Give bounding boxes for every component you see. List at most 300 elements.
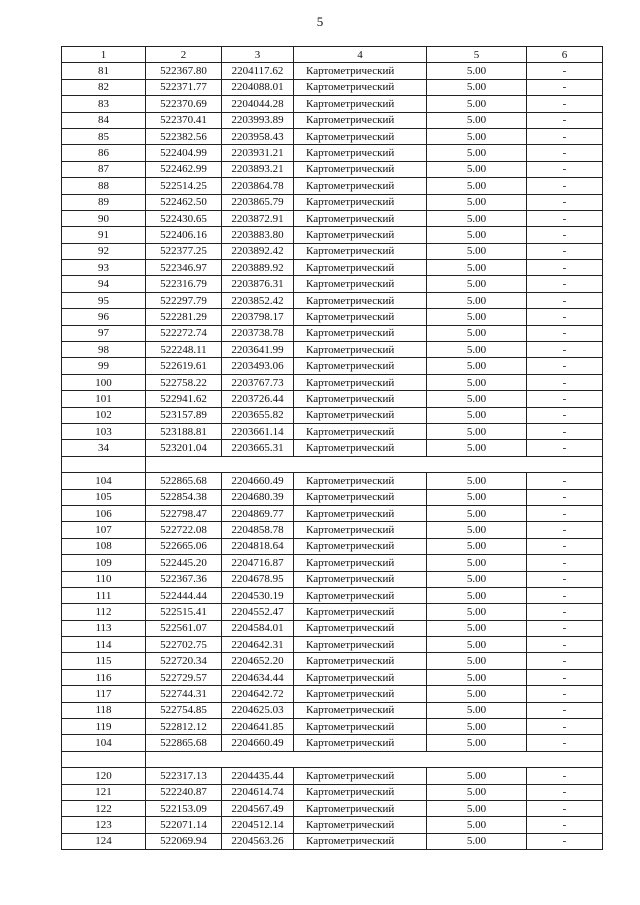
y-coordinate-cell: 2204625.03 bbox=[222, 702, 294, 718]
y-coordinate-cell: 2203798.17 bbox=[222, 309, 294, 325]
table-row bbox=[62, 79, 603, 95]
accuracy-cell: 5.00 bbox=[427, 194, 527, 210]
table-row bbox=[62, 96, 603, 112]
method-cell: Картометрический bbox=[294, 227, 427, 243]
note-cell: - bbox=[527, 571, 603, 587]
x-coordinate-cell: 522754.85 bbox=[146, 702, 222, 718]
point-number-cell: 124 bbox=[62, 833, 146, 849]
point-number-cell: 118 bbox=[62, 702, 146, 718]
method-cell: Картометрический bbox=[294, 489, 427, 505]
table-row bbox=[62, 391, 603, 407]
note-cell: - bbox=[527, 79, 603, 95]
point-number-cell: 96 bbox=[62, 309, 146, 325]
x-coordinate-cell: 522854.38 bbox=[146, 489, 222, 505]
table-row bbox=[62, 620, 603, 636]
point-number-cell: 98 bbox=[62, 342, 146, 358]
point-number-cell: 120 bbox=[62, 768, 146, 784]
x-coordinate-cell: 522367.80 bbox=[146, 63, 222, 79]
y-coordinate-cell: 2204660.49 bbox=[222, 735, 294, 751]
method-cell: Картометрический bbox=[294, 161, 427, 177]
y-coordinate-cell: 2204584.01 bbox=[222, 620, 294, 636]
point-number-cell: 101 bbox=[62, 391, 146, 407]
y-coordinate-cell: 2203876.31 bbox=[222, 276, 294, 292]
note-cell: - bbox=[527, 784, 603, 800]
table-row bbox=[62, 145, 603, 161]
point-number-cell: 116 bbox=[62, 669, 146, 685]
y-coordinate-cell: 2204614.74 bbox=[222, 784, 294, 800]
y-coordinate-cell: 2203665.31 bbox=[222, 440, 294, 456]
y-coordinate-cell: 2204869.77 bbox=[222, 505, 294, 521]
note-cell: - bbox=[527, 227, 603, 243]
y-coordinate-cell: 2203738.78 bbox=[222, 325, 294, 341]
note-cell: - bbox=[527, 63, 603, 79]
table-row bbox=[62, 374, 603, 390]
method-cell: Картометрический bbox=[294, 669, 427, 685]
point-number-cell: 102 bbox=[62, 407, 146, 423]
y-coordinate-cell: 2204641.85 bbox=[222, 719, 294, 735]
table-row bbox=[62, 768, 603, 784]
method-cell: Картометрический bbox=[294, 587, 427, 603]
point-number-cell: 82 bbox=[62, 79, 146, 95]
x-coordinate-cell: 522153.09 bbox=[146, 800, 222, 816]
method-cell: Картометрический bbox=[294, 325, 427, 341]
table-row bbox=[62, 555, 603, 571]
accuracy-cell: 5.00 bbox=[427, 292, 527, 308]
y-coordinate-cell: 2203931.21 bbox=[222, 145, 294, 161]
table-row bbox=[62, 833, 603, 849]
x-coordinate-cell: 522297.79 bbox=[146, 292, 222, 308]
method-cell: Картометрический bbox=[294, 128, 427, 144]
point-number-cell: 105 bbox=[62, 489, 146, 505]
point-number-cell: 81 bbox=[62, 63, 146, 79]
note-cell: - bbox=[527, 194, 603, 210]
accuracy-cell: 5.00 bbox=[427, 145, 527, 161]
method-cell: Картометрический bbox=[294, 276, 427, 292]
y-coordinate-cell: 2204044.28 bbox=[222, 96, 294, 112]
y-coordinate-cell: 2204512.14 bbox=[222, 817, 294, 833]
table-row bbox=[62, 538, 603, 554]
x-coordinate-cell: 522272.74 bbox=[146, 325, 222, 341]
y-coordinate-cell: 2203767.73 bbox=[222, 374, 294, 390]
method-cell: Картометрический bbox=[294, 112, 427, 128]
y-coordinate-cell: 2204088.01 bbox=[222, 79, 294, 95]
method-cell: Картометрический bbox=[294, 423, 427, 439]
table-row bbox=[62, 128, 603, 144]
accuracy-cell: 5.00 bbox=[427, 210, 527, 226]
table-row bbox=[62, 325, 603, 341]
x-coordinate-cell: 522702.75 bbox=[146, 637, 222, 653]
point-number-cell: 95 bbox=[62, 292, 146, 308]
note-cell: - bbox=[527, 473, 603, 489]
point-number-cell: 111 bbox=[62, 587, 146, 603]
note-cell: - bbox=[527, 587, 603, 603]
x-coordinate-cell: 522445.20 bbox=[146, 555, 222, 571]
note-cell: - bbox=[527, 522, 603, 538]
table-row bbox=[62, 292, 603, 308]
point-number-cell: 91 bbox=[62, 227, 146, 243]
table-row bbox=[62, 800, 603, 816]
x-coordinate-cell: 522248.11 bbox=[146, 342, 222, 358]
method-cell: Картометрический bbox=[294, 63, 427, 79]
table-row bbox=[62, 358, 603, 374]
y-coordinate-cell: 2204563.26 bbox=[222, 833, 294, 849]
method-cell: Картометрический bbox=[294, 210, 427, 226]
table-separator-row bbox=[62, 456, 603, 472]
note-cell: - bbox=[527, 735, 603, 751]
method-cell: Картометрический bbox=[294, 571, 427, 587]
table-row bbox=[62, 669, 603, 685]
x-coordinate-cell: 523201.04 bbox=[146, 440, 222, 456]
y-coordinate-cell: 2204680.39 bbox=[222, 489, 294, 505]
point-number-cell: 108 bbox=[62, 538, 146, 554]
accuracy-cell: 5.00 bbox=[427, 243, 527, 259]
point-number-cell: 88 bbox=[62, 178, 146, 194]
x-coordinate-cell: 522462.99 bbox=[146, 161, 222, 177]
method-cell: Картометрический bbox=[294, 833, 427, 849]
x-coordinate-cell: 522720.34 bbox=[146, 653, 222, 669]
x-coordinate-cell: 522665.06 bbox=[146, 538, 222, 554]
method-cell: Картометрический bbox=[294, 637, 427, 653]
note-cell: - bbox=[527, 800, 603, 816]
y-coordinate-cell: 2204858.78 bbox=[222, 522, 294, 538]
accuracy-cell: 5.00 bbox=[427, 440, 527, 456]
note-cell: - bbox=[527, 817, 603, 833]
note-cell: - bbox=[527, 374, 603, 390]
method-cell: Картометрический bbox=[294, 620, 427, 636]
note-cell: - bbox=[527, 555, 603, 571]
note-cell: - bbox=[527, 260, 603, 276]
accuracy-cell: 5.00 bbox=[427, 79, 527, 95]
accuracy-cell: 5.00 bbox=[427, 423, 527, 439]
x-coordinate-cell: 522316.79 bbox=[146, 276, 222, 292]
y-coordinate-cell: 2204642.31 bbox=[222, 637, 294, 653]
accuracy-cell: 5.00 bbox=[427, 522, 527, 538]
table-row bbox=[62, 719, 603, 735]
table-row bbox=[62, 112, 603, 128]
x-coordinate-cell: 522071.14 bbox=[146, 817, 222, 833]
point-number-cell: 106 bbox=[62, 505, 146, 521]
table-row bbox=[62, 686, 603, 702]
y-coordinate-cell: 2204530.19 bbox=[222, 587, 294, 603]
coordinates-table bbox=[61, 46, 603, 850]
note-cell: - bbox=[527, 620, 603, 636]
accuracy-cell: 5.00 bbox=[427, 473, 527, 489]
x-coordinate-cell: 522430.65 bbox=[146, 210, 222, 226]
accuracy-cell: 5.00 bbox=[427, 227, 527, 243]
table-row bbox=[62, 276, 603, 292]
y-coordinate-cell: 2204678.95 bbox=[222, 571, 294, 587]
table-row bbox=[62, 571, 603, 587]
method-cell: Картометрический bbox=[294, 522, 427, 538]
point-number-cell: 93 bbox=[62, 260, 146, 276]
note-cell: - bbox=[527, 538, 603, 554]
note-cell: - bbox=[527, 210, 603, 226]
separator-cell bbox=[427, 456, 527, 472]
point-number-cell: 87 bbox=[62, 161, 146, 177]
point-number-cell: 104 bbox=[62, 473, 146, 489]
method-cell: Картометрический bbox=[294, 505, 427, 521]
accuracy-cell: 5.00 bbox=[427, 96, 527, 112]
separator-cell bbox=[146, 751, 222, 767]
point-number-cell: 92 bbox=[62, 243, 146, 259]
method-cell: Картометрический bbox=[294, 292, 427, 308]
table-row bbox=[62, 473, 603, 489]
note-cell: - bbox=[527, 686, 603, 702]
method-cell: Картометрический bbox=[294, 735, 427, 751]
accuracy-cell: 5.00 bbox=[427, 719, 527, 735]
note-cell: - bbox=[527, 604, 603, 620]
separator-cell bbox=[146, 456, 222, 472]
header-cell-2: 2 bbox=[146, 47, 222, 63]
table-row bbox=[62, 407, 603, 423]
table-header-row bbox=[62, 47, 603, 63]
note-cell: - bbox=[527, 391, 603, 407]
y-coordinate-cell: 2204435.44 bbox=[222, 768, 294, 784]
point-number-cell: 94 bbox=[62, 276, 146, 292]
method-cell: Картометрический bbox=[294, 79, 427, 95]
method-cell: Картометрический bbox=[294, 407, 427, 423]
method-cell: Картометрический bbox=[294, 391, 427, 407]
separator-cell bbox=[427, 751, 527, 767]
accuracy-cell: 5.00 bbox=[427, 604, 527, 620]
separator-cell bbox=[62, 751, 146, 767]
separator-cell bbox=[222, 456, 294, 472]
note-cell: - bbox=[527, 768, 603, 784]
table-row bbox=[62, 489, 603, 505]
note-cell: - bbox=[527, 128, 603, 144]
note-cell: - bbox=[527, 505, 603, 521]
accuracy-cell: 5.00 bbox=[427, 505, 527, 521]
method-cell: Картометрический bbox=[294, 719, 427, 735]
table-row bbox=[62, 63, 603, 79]
point-number-cell: 100 bbox=[62, 374, 146, 390]
note-cell: - bbox=[527, 309, 603, 325]
x-coordinate-cell: 522865.68 bbox=[146, 735, 222, 751]
table-row bbox=[62, 243, 603, 259]
page-number: 5 bbox=[316, 14, 324, 29]
y-coordinate-cell: 2203641.99 bbox=[222, 342, 294, 358]
x-coordinate-cell: 522240.87 bbox=[146, 784, 222, 800]
accuracy-cell: 5.00 bbox=[427, 407, 527, 423]
note-cell: - bbox=[527, 96, 603, 112]
method-cell: Картометрический bbox=[294, 145, 427, 161]
table-row bbox=[62, 440, 603, 456]
separator-cell bbox=[527, 456, 603, 472]
note-cell: - bbox=[527, 440, 603, 456]
method-cell: Картометрический bbox=[294, 440, 427, 456]
x-coordinate-cell: 522722.08 bbox=[146, 522, 222, 538]
method-cell: Картометрический bbox=[294, 653, 427, 669]
table-row bbox=[62, 309, 603, 325]
x-coordinate-cell: 522812.12 bbox=[146, 719, 222, 735]
y-coordinate-cell: 2203893.21 bbox=[222, 161, 294, 177]
accuracy-cell: 5.00 bbox=[427, 178, 527, 194]
table-row bbox=[62, 702, 603, 718]
point-number-cell: 117 bbox=[62, 686, 146, 702]
separator-cell bbox=[222, 751, 294, 767]
table-row bbox=[62, 604, 603, 620]
table-row bbox=[62, 178, 603, 194]
accuracy-cell: 5.00 bbox=[427, 653, 527, 669]
accuracy-cell: 5.00 bbox=[427, 784, 527, 800]
point-number-cell: 110 bbox=[62, 571, 146, 587]
separator-cell bbox=[527, 751, 603, 767]
accuracy-cell: 5.00 bbox=[427, 686, 527, 702]
note-cell: - bbox=[527, 161, 603, 177]
accuracy-cell: 5.00 bbox=[427, 800, 527, 816]
table-row bbox=[62, 161, 603, 177]
method-cell: Картометрический bbox=[294, 555, 427, 571]
table-row bbox=[62, 587, 603, 603]
point-number-cell: 109 bbox=[62, 555, 146, 571]
accuracy-cell: 5.00 bbox=[427, 587, 527, 603]
y-coordinate-cell: 2203864.78 bbox=[222, 178, 294, 194]
y-coordinate-cell: 2203892.42 bbox=[222, 243, 294, 259]
accuracy-cell: 5.00 bbox=[427, 112, 527, 128]
accuracy-cell: 5.00 bbox=[427, 555, 527, 571]
point-number-cell: 84 bbox=[62, 112, 146, 128]
accuracy-cell: 5.00 bbox=[427, 620, 527, 636]
y-coordinate-cell: 2203889.92 bbox=[222, 260, 294, 276]
note-cell: - bbox=[527, 325, 603, 341]
method-cell: Картометрический bbox=[294, 194, 427, 210]
table-row bbox=[62, 784, 603, 800]
note-cell: - bbox=[527, 358, 603, 374]
note-cell: - bbox=[527, 423, 603, 439]
y-coordinate-cell: 2203655.82 bbox=[222, 407, 294, 423]
x-coordinate-cell: 522619.61 bbox=[146, 358, 222, 374]
accuracy-cell: 5.00 bbox=[427, 309, 527, 325]
x-coordinate-cell: 522367.36 bbox=[146, 571, 222, 587]
x-coordinate-cell: 523157.89 bbox=[146, 407, 222, 423]
point-number-cell: 86 bbox=[62, 145, 146, 161]
point-number-cell: 104 bbox=[62, 735, 146, 751]
y-coordinate-cell: 2203726.44 bbox=[222, 391, 294, 407]
point-number-cell: 99 bbox=[62, 358, 146, 374]
note-cell: - bbox=[527, 243, 603, 259]
x-coordinate-cell: 522371.77 bbox=[146, 79, 222, 95]
x-coordinate-cell: 522281.29 bbox=[146, 309, 222, 325]
table-row bbox=[62, 637, 603, 653]
point-number-cell: 89 bbox=[62, 194, 146, 210]
note-cell: - bbox=[527, 719, 603, 735]
method-cell: Картометрический bbox=[294, 358, 427, 374]
coordinates-table-body bbox=[62, 47, 603, 850]
accuracy-cell: 5.00 bbox=[427, 128, 527, 144]
header-cell-6: 6 bbox=[527, 47, 603, 63]
method-cell: Картометрический bbox=[294, 260, 427, 276]
header-cell-4: 4 bbox=[294, 47, 427, 63]
accuracy-cell: 5.00 bbox=[427, 489, 527, 505]
x-coordinate-cell: 522462.50 bbox=[146, 194, 222, 210]
point-number-cell: 107 bbox=[62, 522, 146, 538]
x-coordinate-cell: 522444.44 bbox=[146, 587, 222, 603]
point-number-cell: 115 bbox=[62, 653, 146, 669]
x-coordinate-cell: 522798.47 bbox=[146, 505, 222, 521]
y-coordinate-cell: 2204652.20 bbox=[222, 653, 294, 669]
point-number-cell: 83 bbox=[62, 96, 146, 112]
point-number-cell: 123 bbox=[62, 817, 146, 833]
table-row bbox=[62, 522, 603, 538]
note-cell: - bbox=[527, 637, 603, 653]
method-cell: Картометрический bbox=[294, 686, 427, 702]
table-row bbox=[62, 817, 603, 833]
header-cell-3: 3 bbox=[222, 47, 294, 63]
note-cell: - bbox=[527, 669, 603, 685]
accuracy-cell: 5.00 bbox=[427, 63, 527, 79]
method-cell: Картометрический bbox=[294, 768, 427, 784]
method-cell: Картометрический bbox=[294, 817, 427, 833]
method-cell: Картометрический bbox=[294, 784, 427, 800]
x-coordinate-cell: 522758.22 bbox=[146, 374, 222, 390]
separator-cell bbox=[294, 751, 427, 767]
x-coordinate-cell: 522941.62 bbox=[146, 391, 222, 407]
method-cell: Картометрический bbox=[294, 702, 427, 718]
table-row bbox=[62, 342, 603, 358]
y-coordinate-cell: 2204818.64 bbox=[222, 538, 294, 554]
note-cell: - bbox=[527, 145, 603, 161]
y-coordinate-cell: 2203852.42 bbox=[222, 292, 294, 308]
note-cell: - bbox=[527, 342, 603, 358]
table-row bbox=[62, 260, 603, 276]
x-coordinate-cell: 522370.41 bbox=[146, 112, 222, 128]
accuracy-cell: 5.00 bbox=[427, 325, 527, 341]
table-row bbox=[62, 423, 603, 439]
method-cell: Картометрический bbox=[294, 342, 427, 358]
method-cell: Картометрический bbox=[294, 374, 427, 390]
note-cell: - bbox=[527, 833, 603, 849]
separator-cell bbox=[294, 456, 427, 472]
accuracy-cell: 5.00 bbox=[427, 768, 527, 784]
method-cell: Картометрический bbox=[294, 604, 427, 620]
x-coordinate-cell: 522729.57 bbox=[146, 669, 222, 685]
accuracy-cell: 5.00 bbox=[427, 817, 527, 833]
method-cell: Картометрический bbox=[294, 538, 427, 554]
accuracy-cell: 5.00 bbox=[427, 260, 527, 276]
method-cell: Картометрический bbox=[294, 309, 427, 325]
x-coordinate-cell: 522744.31 bbox=[146, 686, 222, 702]
header-cell-5: 5 bbox=[427, 47, 527, 63]
method-cell: Картометрический bbox=[294, 96, 427, 112]
point-number-cell: 97 bbox=[62, 325, 146, 341]
table-row bbox=[62, 653, 603, 669]
accuracy-cell: 5.00 bbox=[427, 702, 527, 718]
point-number-cell: 90 bbox=[62, 210, 146, 226]
point-number-cell: 113 bbox=[62, 620, 146, 636]
y-coordinate-cell: 2204634.44 bbox=[222, 669, 294, 685]
method-cell: Картометрический bbox=[294, 178, 427, 194]
x-coordinate-cell: 523188.81 bbox=[146, 423, 222, 439]
y-coordinate-cell: 2203958.43 bbox=[222, 128, 294, 144]
x-coordinate-cell: 522382.56 bbox=[146, 128, 222, 144]
x-coordinate-cell: 522377.25 bbox=[146, 243, 222, 259]
accuracy-cell: 5.00 bbox=[427, 276, 527, 292]
accuracy-cell: 5.00 bbox=[427, 342, 527, 358]
note-cell: - bbox=[527, 702, 603, 718]
accuracy-cell: 5.00 bbox=[427, 538, 527, 554]
x-coordinate-cell: 522406.16 bbox=[146, 227, 222, 243]
point-number-cell: 103 bbox=[62, 423, 146, 439]
note-cell: - bbox=[527, 112, 603, 128]
x-coordinate-cell: 522069.94 bbox=[146, 833, 222, 849]
accuracy-cell: 5.00 bbox=[427, 571, 527, 587]
note-cell: - bbox=[527, 489, 603, 505]
y-coordinate-cell: 2203493.06 bbox=[222, 358, 294, 374]
accuracy-cell: 5.00 bbox=[427, 161, 527, 177]
header-cell-1: 1 bbox=[62, 47, 146, 63]
y-coordinate-cell: 2203661.14 bbox=[222, 423, 294, 439]
method-cell: Картометрический bbox=[294, 473, 427, 489]
